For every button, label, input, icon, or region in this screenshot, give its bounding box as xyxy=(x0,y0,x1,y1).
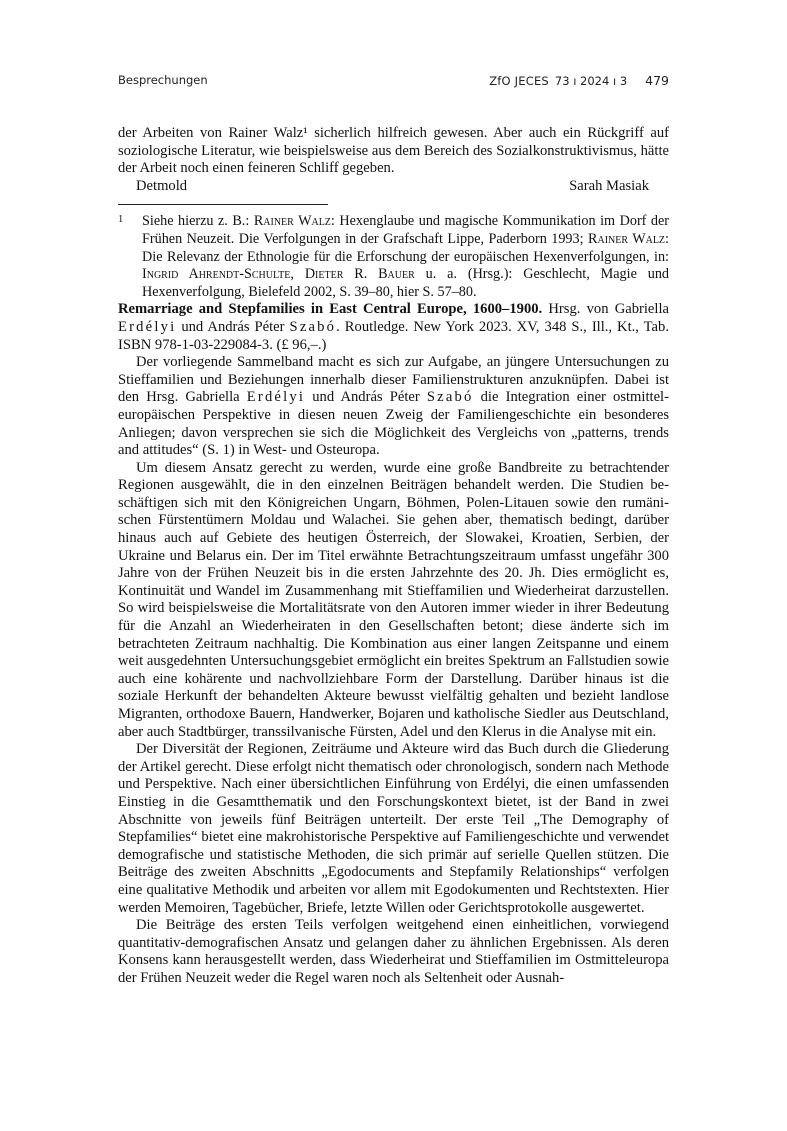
cited-author: Rainer Walz xyxy=(253,213,331,230)
review-heading xyxy=(118,301,669,354)
footnote-text-part: u. a. (Hrsg.): Geschlecht, Magie und Hexenverfolgung, Bielefeld 2002, S. 39–80, hier S. 57–80. xyxy=(142,266,670,300)
review-paragraph: Die Beiträge des ersten Teils verfolgen weitgehend einen einheitlichen, vorwiegend quantitativ-demografischen Ansatz und gelangen daher zu ähnlichen Ergebnissen. Als deren Konsens kann herausgestellt werden, dass Wiederheirat und Stieffamilien im Ostmitteleuropa der Frühen Neuzeit weder die Regel waren noch als Seltenheit oder Ausnah- xyxy=(118,917,669,986)
book-title: Remarriage and Stepfamilies in East Central Europe, 1600–1900. xyxy=(118,301,543,318)
review-paragraph: Um diesem Ansatz gerecht zu werden, wurde eine große Bandbreite zu betrachtender Regionen ausgewählt, die in den einzelnen Beiträgen behandelt werden. Die Studien beschäftigen sich mit den Königreichen Ungarn, Böhmen, Polen-Litauen sowie den rumänischen Fürstentümern Moldau und Walachei. Sie gehen aber, thematisch bedingt, darüber hinaus auch auf Gebiete des heutigen Österreich, der Slowakei, Kroatien, Serbien, der Ukraine und Belarus ein. Der im Titel erwähnte Betrachtungszeitraum umfasst ungefähr 300 Jahre von der Frühen Neuzeit bis in die ersten Jahrzehnte des 20. Jh. Dies ermöglicht es, Kontinuität und Wandel im Zusammenhang mit Stieffamilien und Wiederheirat darzustellen. So wird beispielsweise die Mortalitätsrate von den Autoren immer wieder in ihrer Bedeutung für die Anzahl an Wiederheiraten in den Gesellschaften betont; diese änderte sich im betrachteten Zeitraum nachhaltig. Die Kombination aus einer langen Zeitspanne und einem weit ausgedehnten Untersuchungsgebiet ermöglicht ein breites Spektrum an Fallstudien sowie auch eine kohärente und nachvollziehbare Form der Darstellung. Darüber hinaus ist die soziale Herkunft der behandelten Akteure bewusst vielfältig gehalten und bezieht landlose Migranten, orthodoxe Bauern, Handwerker, Bojaren und katholische Siedler aus Deutschland, aber auch Stadtbürger, transsilvanische Fürsten, Adel und den Klerus in die Analyse mit ein. xyxy=(118,459,669,740)
cited-author: Rainer Walz xyxy=(588,230,666,247)
footnote-text-part: Siehe hierzu z. B.: xyxy=(142,213,254,230)
previous-review-continuation: der Arbeiten von Rainer Walz¹ sicherlich hilfreich gewesen. Aber auch ein Rückgriff auf soziologische Literatur, wie beispielsweise aus dem Bereich des Sozialkonstruktivismus, hätte der Arbeit noch einen feineren Schliff gegeben. xyxy=(118,125,669,177)
cited-author: Ingrid Ahrendt-Schulte xyxy=(142,266,291,283)
review-paragraph xyxy=(118,354,669,460)
paragraph-text: Der vorliegende Sammelband macht es sich zur Aufgabe, an jüngere Untersuchungen zu Stieffamilien und Beziehungen innerhalb dieser Familienstrukturen anzuknüpfen. Dabei ist den Hrsg. Gabriella xyxy=(118,354,669,406)
review-signature xyxy=(118,178,669,196)
footnote-text-part: : Hexenglaube und magische Kommunikation im Dorf der Frühen Neuzeit. Die Verfolgungen in der Grafschaft Lippe, Paderborn 1993; xyxy=(142,213,670,247)
footnote-number: 1 xyxy=(118,214,124,226)
review-paragraph: Der Diversität der Regionen, Zeiträume und Akteure wird das Buch durch die Gliederung der Artikel gerecht. Diese erfolgt nicht thematisch oder chronologisch, sondern nach Methode und Perspektive. Nach einer übersichtlichen Einführung von Erdélyi, die einen umfassenden Einstieg in die Gesamtthematik und den Forschungskontext bietet, ist der Band in zwei Abschnitte von jeweils fünf Beiträgen unterteilt. Der erste Teil „The Demography of Stepfamilies“ bietet eine makrohistorische Perspektive auf Familiengeschichte und verwendet demografische und statistische Methoden, die sich primär auf serielle Quellen stützen. Die Beiträge des zweiten Abschnitts „Egodocuments and Stepfamily Relationships“ verfolgen eine qualitative Methodik und arbeiten vor allem mit Egodokumenten und Rechtstexten. Hier werden Memoiren, Tagebücher, Briefe, letzte Willen oder Gerichtsprotokolle ausgewertet. xyxy=(118,741,669,916)
footnote-text-part: , xyxy=(290,266,305,283)
journal-info xyxy=(489,73,669,88)
footnote-text xyxy=(142,213,669,301)
page-number: 479 xyxy=(645,73,669,88)
editor-surname: Szabó xyxy=(426,389,474,406)
reviewer-place: Detmold xyxy=(136,177,188,194)
page-body xyxy=(118,125,669,988)
paragraph-text: die Integration einer ostmitteleuropäischen Perspektive in diesen neuen Zweig der Familiengeschichte ein besonderes Anliegen; davon versprechen sie sich die Möglichkeit des Vergleichs von „patterns, trends and attitudes“ (S. 1) in West- und Osteuropa. xyxy=(118,389,669,459)
editor-surname: Erdélyi xyxy=(118,318,177,335)
paragraph-text: und András Péter xyxy=(305,389,427,406)
bibliographic-info: . Routledge. New York 2023. XV, 348 S., Ill., Kt., Tab. ISBN 978-1-03-229084-3. (£ 96,–.) xyxy=(118,318,669,353)
running-head xyxy=(118,73,669,91)
reviewer-name: Sarah Masiak xyxy=(569,177,649,194)
editor-surname: Erdélyi xyxy=(246,389,306,406)
footnote-text-part: : Die Relevanz der Ethnologie für die Erforschung der europäischen Hexenverfolgungen, in: xyxy=(142,230,669,265)
cited-author: Dieter R. Bauer xyxy=(304,266,415,283)
footnote-divider xyxy=(118,204,328,205)
section-label: Besprechungen xyxy=(118,73,208,87)
footnote xyxy=(118,213,669,301)
heading-text: und András Péter xyxy=(176,318,290,335)
journal-name: ZfO JECES xyxy=(489,74,549,88)
issue-info: 73 ı 2024 ı 3 xyxy=(554,74,628,88)
editor-surname: Szabó xyxy=(289,318,337,335)
heading-text: Hrsg. von Gabriella xyxy=(542,301,669,318)
